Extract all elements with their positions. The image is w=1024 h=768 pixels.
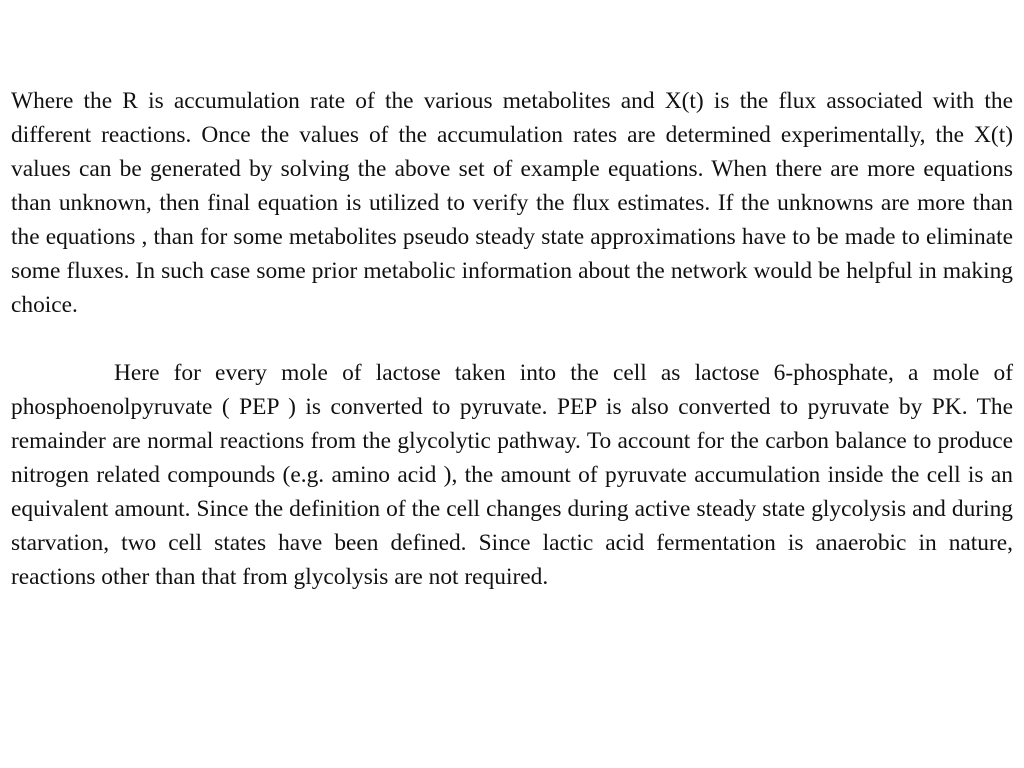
- paragraph-flux-definition: Where the R is accumulation rate of the various metabolites and X(t) is the flux associated with the different reactions. Once the values of the accumulation rates are determined experimentally, the X(t) values can be generated by solving the above set of example equations. When there are more equations than unknown, then final equation is utilized to verify the flux estimates. If the unknowns are more than the equations , than for some metabolites pseudo steady state approximations have to be made to eliminate some fluxes. In such case some prior metabolic information about the network would be helpful in making choice.: [11, 88, 1013, 318]
- document-body: [11, 84, 1013, 594]
- paragraph-lactose-reactions: Here for every mole of lactose taken into the cell as lactose 6-phosphate, a mole of phosphoenolpyruvate ( PEP ) is converted to pyruvate. PEP is also converted to pyruvate by PK. The remainder are normal reactions from the glycolytic pathway. To account for the carbon balance to produce nitrogen related compounds (e.g. amino acid ), the amount of pyruvate accumulation inside the cell is an equivalent amount. Since the definition of the cell changes during active steady state glycolysis and during starvation, two cell states have been defined. Since lactic acid fermentation is anaerobic in nature, reactions other than that from glycolysis are not required.: [11, 360, 1013, 590]
